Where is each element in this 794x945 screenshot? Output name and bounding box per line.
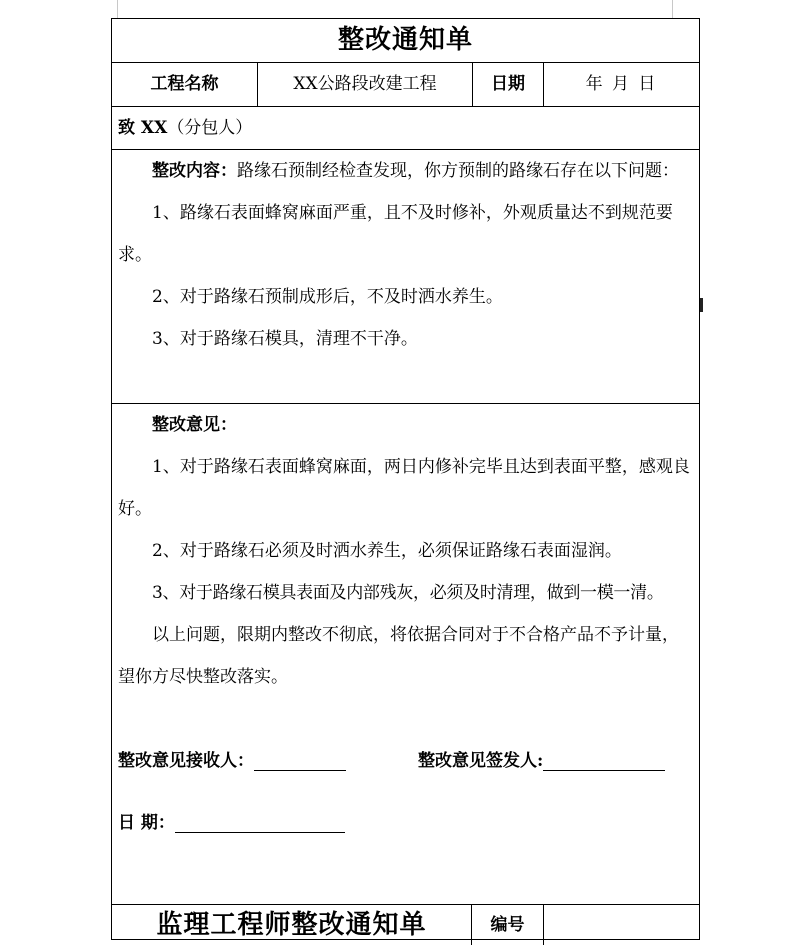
opinion-item: 1、对于路缘石表面蜂窝麻面，两日内修补完毕且达到表面平整，感观良好。 <box>118 457 690 519</box>
content-label: 整改内容： <box>152 161 237 181</box>
rectification-notice-table <box>111 18 700 940</box>
receiver-signature <box>118 746 346 771</box>
project-info-row <box>112 62 699 107</box>
content-item: 1、路缘石表面蜂窝麻面严重，且不及时修补，外观质量达不到规范要求。 <box>118 203 673 265</box>
sign-date-line[interactable] <box>175 814 345 833</box>
content-item: 2、对于路缘石预制成形后，不及时洒水养生。 <box>152 287 503 307</box>
page-guide-left <box>117 0 118 18</box>
opinion-label: 整改意见： <box>152 415 237 435</box>
page-guide-right <box>672 0 673 18</box>
recipient-name: 致 XX <box>118 118 168 138</box>
rectification-opinion-section[interactable] <box>112 404 699 905</box>
rectification-content-section[interactable] <box>112 150 699 404</box>
issuer-label: 整改意见签发人: <box>418 751 544 771</box>
receiver-label: 整改意见接收人： <box>118 751 254 771</box>
date-label: 日期 <box>473 62 544 106</box>
form-title: 整改通知单 <box>112 19 699 63</box>
recipient-role: （分包人） <box>167 118 253 138</box>
next-form-title: 监理工程师整改通知单 <box>112 905 472 945</box>
opinion-item: 3、对于路缘石模具表面及内部残灰，必须及时清理，做到一模一清。 <box>152 583 664 603</box>
project-name-label: 工程名称 <box>112 62 258 106</box>
content-intro-text: 路缘石预制经检查发现，你方预制的路缘石存在以下问题： <box>237 161 679 181</box>
opinion-item: 以上问题，限期内整改不彻底，将依据合同对于不合格产品不予计量，望你方尽快整改落实。 <box>118 625 679 687</box>
content-item: 3、对于路缘石模具，清理不干净。 <box>152 329 418 349</box>
text-cursor-marker <box>700 298 703 312</box>
date-value[interactable]: 年 月 日 <box>585 74 658 94</box>
issuer-signature-line[interactable] <box>543 752 665 771</box>
sign-date-label: 日 期： <box>118 813 175 833</box>
receiver-signature-line[interactable] <box>254 752 346 771</box>
sign-date <box>118 808 345 833</box>
next-form-number-label: 编号 <box>472 905 544 945</box>
project-name-value[interactable]: XX公路段改建工程 <box>258 62 473 106</box>
opinion-item: 2、对于路缘石必须及时洒水养生，必须保证路缘石表面湿润。 <box>152 541 622 561</box>
recipient-line[interactable] <box>112 106 699 150</box>
issuer-signature <box>418 746 665 771</box>
content-intro <box>118 150 693 192</box>
opinion-heading <box>118 404 693 446</box>
